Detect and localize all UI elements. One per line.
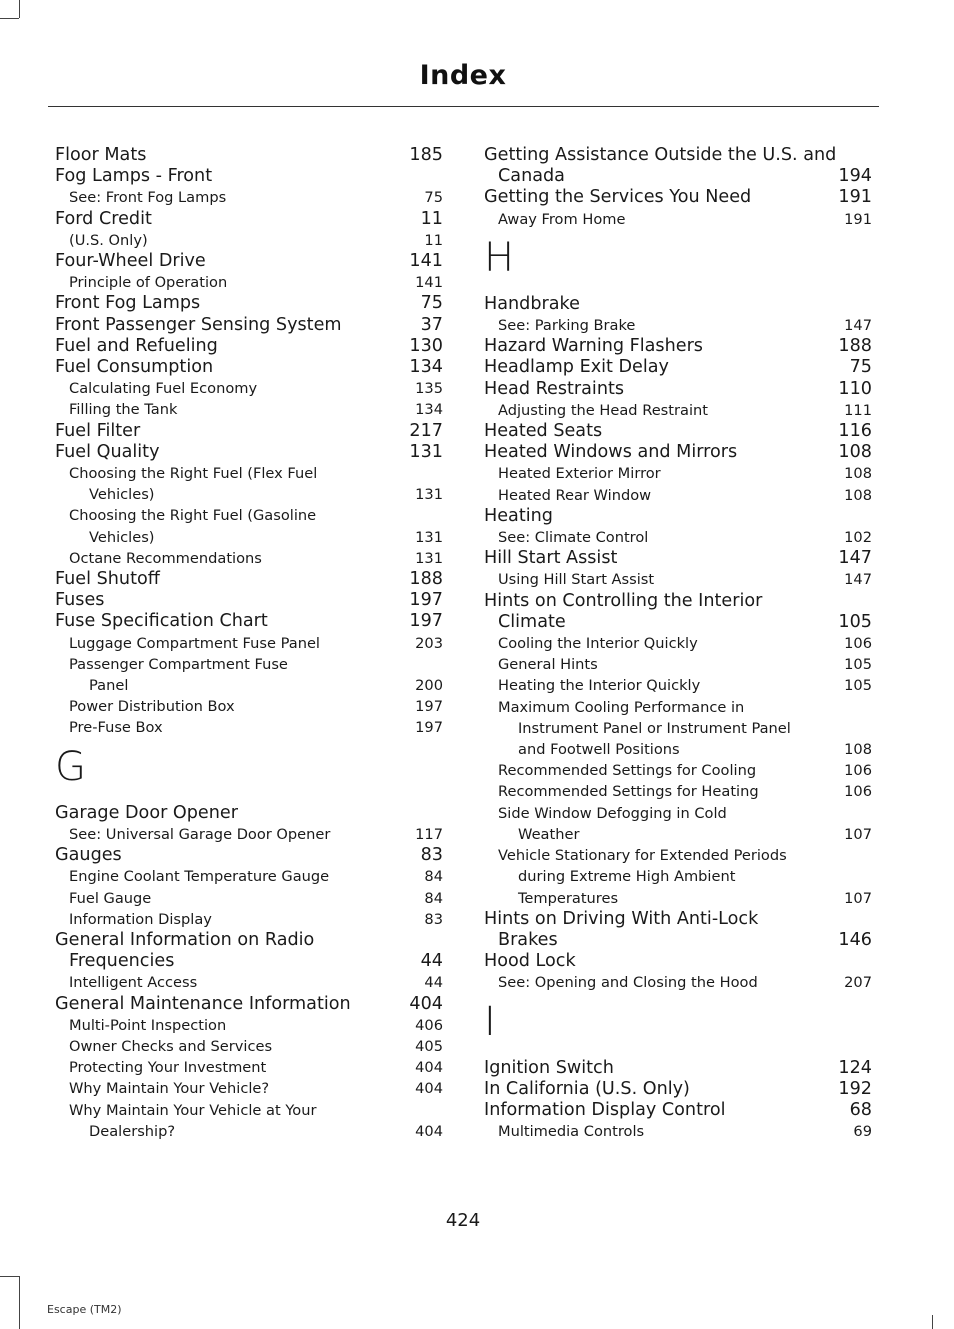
index-entry-page: 406 bbox=[415, 1016, 443, 1034]
index-entry-text: Vehicles) bbox=[89, 528, 155, 546]
index-entry-text: Fuel Gauge bbox=[69, 889, 152, 907]
index-entry[interactable] bbox=[484, 485, 872, 506]
index-entry-page: 44 bbox=[420, 951, 443, 972]
index-entry-text: Instrument Panel or Instrument Panel bbox=[518, 719, 791, 737]
index-entry-page: 75 bbox=[420, 293, 443, 314]
index-entry-text: Getting Assistance Outside the U.S. and bbox=[484, 145, 837, 165]
section-letter: H bbox=[484, 234, 515, 281]
index-entry-page: 44 bbox=[424, 974, 443, 992]
index-entry-text: General Maintenance Information bbox=[55, 993, 351, 1014]
index-entry-page: 111 bbox=[844, 401, 872, 419]
index-entry-text: Fuel and Refueling bbox=[55, 335, 218, 356]
index-entry[interactable] bbox=[55, 1057, 443, 1078]
index-entry-text: Vehicle Stationary for Extended Periods bbox=[498, 847, 787, 865]
index-entry-text: Getting the Services You Need bbox=[484, 187, 752, 208]
index-entry[interactable] bbox=[484, 442, 872, 463]
index-entry-page: 131 bbox=[415, 486, 443, 504]
index-entry[interactable] bbox=[484, 336, 872, 357]
index-entry-text: Heated Seats bbox=[484, 421, 603, 442]
index-entry-page: 192 bbox=[838, 1078, 872, 1099]
index-entry-page: 107 bbox=[844, 825, 872, 843]
index-entry[interactable] bbox=[55, 866, 443, 887]
index-entry[interactable] bbox=[484, 803, 872, 824]
index-entry-page: 68 bbox=[849, 1099, 872, 1120]
crop-mark bbox=[932, 1315, 933, 1329]
index-entry-text: Heated Rear Window bbox=[498, 486, 652, 504]
index-entry-text: Maximum Cooling Performance in bbox=[498, 698, 745, 716]
index-entry[interactable] bbox=[484, 209, 872, 230]
index-entry-page: 107 bbox=[844, 889, 872, 907]
index-entry[interactable] bbox=[484, 760, 872, 781]
index-entry[interactable] bbox=[55, 209, 443, 230]
index-entry-page: 191 bbox=[838, 187, 872, 208]
index-entry-page: 117 bbox=[415, 825, 443, 843]
index-entry-text: Hazard Warning Flashers bbox=[484, 336, 703, 357]
index-entry-text: Handbrake bbox=[484, 293, 580, 314]
index-entry[interactable] bbox=[55, 1015, 443, 1036]
footer-text: Escape (TM2) bbox=[47, 1303, 122, 1316]
index-entry-text: Canada bbox=[498, 166, 565, 187]
index-entry-text: Hints on Driving With Anti-Lock bbox=[484, 908, 759, 929]
index-entry-text: Recommended Settings for Heating bbox=[498, 783, 759, 801]
index-entry-text: Brakes bbox=[498, 929, 558, 950]
index-entry-text: Multimedia Controls bbox=[498, 1123, 645, 1141]
index-entry[interactable] bbox=[484, 1058, 872, 1079]
index-entry[interactable] bbox=[484, 824, 872, 845]
index-entry[interactable] bbox=[484, 739, 872, 760]
index-entry-page: 105 bbox=[844, 677, 872, 695]
index-entry-page: 102 bbox=[844, 529, 872, 547]
page-number: 424 bbox=[445, 1210, 481, 1231]
index-entry-text: Frequencies bbox=[69, 951, 175, 972]
index-entry-text: Fuel Filter bbox=[55, 420, 141, 441]
index-entry-text: Filling the Tank bbox=[69, 401, 178, 419]
index-entry[interactable] bbox=[55, 717, 443, 738]
index-column-left bbox=[55, 145, 443, 1142]
index-entry[interactable] bbox=[484, 463, 872, 484]
index-entry-text: Dealership? bbox=[89, 1122, 176, 1140]
index-entry-page: 404 bbox=[409, 993, 443, 1014]
index-entry-text: Why Maintain Your Vehicle? bbox=[69, 1080, 270, 1098]
index-entry-page: 108 bbox=[844, 486, 872, 504]
index-entry-page: 404 bbox=[415, 1059, 443, 1077]
index-entry-page: 197 bbox=[409, 590, 443, 611]
index-entry-page: 147 bbox=[844, 317, 872, 335]
index-entry[interactable] bbox=[484, 888, 872, 909]
index-entry-page: 105 bbox=[838, 611, 872, 632]
index-entry-page: 124 bbox=[838, 1057, 872, 1078]
index-entry-text: Pre-Fuse Box bbox=[69, 719, 163, 737]
index-entry-text: Fog Lamps - Front bbox=[55, 166, 213, 187]
index-entry[interactable] bbox=[55, 145, 443, 166]
index-entry-page: 197 bbox=[415, 698, 443, 716]
index-entry[interactable] bbox=[484, 951, 872, 972]
index-entry[interactable] bbox=[55, 378, 443, 399]
index-entry[interactable] bbox=[484, 697, 872, 718]
index-entry[interactable] bbox=[55, 654, 443, 675]
index-entry-text: Why Maintain Your Vehicle at Your bbox=[69, 1101, 317, 1119]
index-entry[interactable] bbox=[484, 294, 872, 315]
index-entry[interactable] bbox=[55, 696, 443, 717]
index-entry-text: Weather bbox=[518, 825, 580, 843]
index-entry-text: Front Passenger Sensing System bbox=[55, 314, 342, 335]
index-entry-page: 75 bbox=[849, 357, 872, 378]
index-entry[interactable] bbox=[55, 527, 443, 548]
index-entry-text: Owner Checks and Services bbox=[69, 1037, 273, 1055]
index-entry-page: 141 bbox=[409, 251, 443, 272]
index-entry[interactable] bbox=[484, 718, 872, 739]
index-entry-text: See: Climate Control bbox=[498, 529, 649, 547]
index-entry-page: 131 bbox=[409, 441, 443, 462]
index-entry-text: Away From Home bbox=[498, 210, 626, 228]
index-entry-text: See: Universal Garage Door Opener bbox=[69, 825, 331, 843]
index-entry-text: See: Front Fog Lamps bbox=[69, 189, 227, 207]
index-entry[interactable] bbox=[484, 909, 872, 930]
index-entry-page: 130 bbox=[409, 335, 443, 356]
index-entry-page: 108 bbox=[844, 465, 872, 483]
index-entry-text: Luggage Compartment Fuse Panel bbox=[69, 634, 320, 652]
index-entry-page: 185 bbox=[409, 145, 443, 165]
index-entry-page: 404 bbox=[415, 1122, 443, 1140]
index-entry-text: Floor Mats bbox=[55, 145, 147, 165]
index-entry-page: 203 bbox=[415, 634, 443, 652]
index-entry-page: 135 bbox=[415, 380, 443, 398]
index-entry[interactable] bbox=[55, 590, 443, 611]
index-entry-page: 141 bbox=[415, 274, 443, 292]
index-entry-text: Side Window Defogging in Cold bbox=[498, 804, 727, 822]
index-entry[interactable] bbox=[55, 972, 443, 993]
index-entry-page: 106 bbox=[844, 635, 872, 653]
index-entry-text: Choosing the Right Fuel (Gasoline bbox=[69, 507, 317, 525]
index-entry[interactable] bbox=[55, 930, 443, 951]
index-entry-text: Ford Credit bbox=[55, 208, 152, 229]
index-entry-page: 207 bbox=[844, 974, 872, 992]
index-entry-text: Cooling the Interior Quickly bbox=[498, 635, 698, 653]
index-entry-page: 134 bbox=[409, 357, 443, 378]
index-entry[interactable] bbox=[484, 781, 872, 802]
index-entry[interactable] bbox=[484, 315, 872, 336]
index-entry-page: 110 bbox=[838, 378, 872, 399]
index-entry-text: Fuse Specification Chart bbox=[55, 611, 268, 632]
index-entry-text: Heating the Interior Quickly bbox=[498, 677, 701, 695]
index-entry[interactable] bbox=[55, 399, 443, 420]
index-entry-page: 108 bbox=[844, 741, 872, 759]
index-entry-text: Engine Coolant Temperature Gauge bbox=[69, 868, 330, 886]
index-entry-text: General Information on Radio bbox=[55, 929, 315, 950]
index-entry-text: Fuel Quality bbox=[55, 441, 160, 462]
index-entry[interactable] bbox=[55, 230, 443, 251]
index-entry-text: Fuses bbox=[55, 590, 105, 611]
index-entry-page: 217 bbox=[409, 420, 443, 441]
index-entry-text: Garage Door Opener bbox=[55, 802, 238, 823]
index-entry-page: 69 bbox=[853, 1123, 872, 1141]
index-entry-text: during Extreme High Ambient bbox=[518, 868, 736, 886]
index-entry[interactable] bbox=[55, 803, 443, 824]
index-entry-text: Climate bbox=[498, 611, 566, 632]
index-entry-text: Gauges bbox=[55, 845, 122, 866]
index-entry-page: 106 bbox=[844, 783, 872, 801]
crop-mark bbox=[0, 18, 19, 19]
index-entry[interactable] bbox=[55, 315, 443, 336]
section-letter: G bbox=[55, 743, 86, 790]
index-entry-text: In California (U.S. Only) bbox=[484, 1078, 690, 1099]
index-entry[interactable] bbox=[484, 421, 872, 442]
index-entry-text: Vehicles) bbox=[89, 486, 155, 504]
index-entry-text: Panel bbox=[89, 677, 129, 695]
index-entry[interactable] bbox=[484, 527, 872, 548]
index-entry-page: 116 bbox=[838, 421, 872, 442]
index-entry-text: Using Hill Start Assist bbox=[498, 571, 655, 589]
index-entry-text: Head Restraints bbox=[484, 378, 625, 399]
index-entry-text: Octane Recommendations bbox=[69, 549, 262, 567]
index-entry[interactable] bbox=[484, 506, 872, 527]
index-entry[interactable] bbox=[55, 994, 443, 1015]
index-entry-page: 146 bbox=[838, 929, 872, 950]
index-entry-text: See: Opening and Closing the Hood bbox=[498, 974, 758, 992]
index-entry-text: Protecting Your Investment bbox=[69, 1059, 267, 1077]
page-title: Index bbox=[419, 60, 507, 91]
index-entry[interactable] bbox=[55, 1078, 443, 1099]
index-entry[interactable] bbox=[55, 484, 443, 505]
index-entry[interactable] bbox=[55, 357, 443, 378]
index-entry-page: 11 bbox=[424, 231, 443, 249]
index-entry[interactable] bbox=[55, 633, 443, 654]
index-entry[interactable] bbox=[484, 930, 872, 951]
index-entry[interactable] bbox=[484, 675, 872, 696]
index-entry[interactable] bbox=[55, 421, 443, 442]
index-entry-text: and Footwell Positions bbox=[518, 741, 680, 759]
index-entry[interactable] bbox=[55, 442, 443, 463]
index-entry-text: Hill Start Assist bbox=[484, 548, 618, 569]
index-entry-text: Choosing the Right Fuel (Flex Fuel bbox=[69, 465, 318, 483]
index-entry-page: 75 bbox=[424, 189, 443, 207]
index-entry[interactable] bbox=[484, 548, 872, 569]
section-letter: I bbox=[484, 998, 496, 1045]
index-entry-page: 131 bbox=[415, 528, 443, 546]
index-entry[interactable] bbox=[484, 654, 872, 675]
index-entry[interactable] bbox=[55, 824, 443, 845]
index-entry[interactable] bbox=[55, 675, 443, 696]
index-entry[interactable] bbox=[55, 548, 443, 569]
index-entry[interactable] bbox=[484, 400, 872, 421]
index-entry-text: Information Display Control bbox=[484, 1099, 726, 1120]
index-entry-page: 197 bbox=[415, 719, 443, 737]
index-entry-text: Recommended Settings for Cooling bbox=[498, 762, 757, 780]
index-entry[interactable] bbox=[55, 1036, 443, 1057]
index-entry-text: Passenger Compartment Fuse bbox=[69, 655, 288, 673]
index-entry[interactable] bbox=[484, 866, 872, 887]
index-entry[interactable] bbox=[55, 293, 443, 314]
index-entry[interactable] bbox=[55, 909, 443, 930]
index-entry[interactable] bbox=[55, 272, 443, 293]
index-entry[interactable] bbox=[484, 1100, 872, 1121]
index-entry[interactable] bbox=[55, 187, 443, 208]
index-entry[interactable] bbox=[55, 569, 443, 590]
index-entry-text: Hood Lock bbox=[484, 951, 576, 972]
index-entry[interactable] bbox=[484, 1079, 872, 1100]
index-entry-text: Headlamp Exit Delay bbox=[484, 357, 669, 378]
index-entry[interactable] bbox=[55, 951, 443, 972]
index-entry[interactable] bbox=[484, 145, 872, 166]
index-entry[interactable] bbox=[484, 633, 872, 654]
index-entry-text: See: Parking Brake bbox=[498, 317, 636, 335]
index-entry[interactable] bbox=[484, 187, 872, 208]
index-entry[interactable] bbox=[55, 1100, 443, 1121]
index-entry-text: Multi-Point Inspection bbox=[69, 1016, 227, 1034]
index-entry-text: Calculating Fuel Economy bbox=[69, 380, 258, 398]
index-entry-page: 84 bbox=[424, 868, 443, 886]
index-entry-text: Principle of Operation bbox=[69, 274, 228, 292]
index-entry-page: 37 bbox=[420, 314, 443, 335]
index-entry[interactable] bbox=[484, 1121, 872, 1142]
index-entry-page: 134 bbox=[415, 401, 443, 419]
index-entry-text: Heating bbox=[484, 505, 553, 526]
index-entry-page: 191 bbox=[844, 210, 872, 228]
index-entry-text: Ignition Switch bbox=[484, 1057, 614, 1078]
index-entry-page: 147 bbox=[838, 548, 872, 569]
index-entry[interactable] bbox=[55, 611, 443, 632]
index-entry-text: Hints on Controlling the Interior bbox=[484, 590, 763, 611]
index-entry-page: 11 bbox=[420, 208, 443, 229]
index-entry[interactable] bbox=[484, 569, 872, 590]
index-entry-page: 105 bbox=[844, 656, 872, 674]
index-entry-text: Power Distribution Box bbox=[69, 698, 235, 716]
index-entry-text: Temperatures bbox=[518, 889, 619, 907]
index-entry[interactable] bbox=[55, 1121, 443, 1142]
index-entry[interactable] bbox=[55, 336, 443, 357]
index-entry[interactable] bbox=[55, 505, 443, 526]
index-entry-text: Front Fog Lamps bbox=[55, 293, 201, 314]
index-entry[interactable] bbox=[484, 379, 872, 400]
index-entry[interactable] bbox=[55, 463, 443, 484]
index-entry-text: Fuel Consumption bbox=[55, 357, 214, 378]
index-entry[interactable] bbox=[484, 357, 872, 378]
crop-mark bbox=[19, 0, 20, 18]
index-entry[interactable] bbox=[484, 166, 872, 187]
index-entry-page: 197 bbox=[409, 611, 443, 632]
index-entry[interactable] bbox=[484, 591, 872, 612]
crop-mark bbox=[19, 1276, 20, 1329]
index-column-right bbox=[484, 145, 872, 1142]
index-entry[interactable] bbox=[484, 845, 872, 866]
index-entry-page: 83 bbox=[420, 845, 443, 866]
index-entry-text: Heated Windows and Mirrors bbox=[484, 442, 738, 463]
index-entry-page: 200 bbox=[415, 677, 443, 695]
index-entry[interactable] bbox=[55, 888, 443, 909]
index-entry-page: 194 bbox=[838, 166, 872, 187]
index-entry[interactable] bbox=[55, 166, 443, 187]
index-entry-page: 108 bbox=[838, 442, 872, 463]
index-entry-text: Fuel Shutoff bbox=[55, 569, 160, 590]
index-entry-page: 147 bbox=[844, 571, 872, 589]
index-entry-page: 405 bbox=[415, 1037, 443, 1055]
index-entry-text: Heated Exterior Mirror bbox=[498, 465, 661, 483]
index-entry-text: (U.S. Only) bbox=[69, 231, 148, 249]
index-entry-text: Adjusting the Head Restraint bbox=[498, 401, 708, 419]
index-entry-text: Intelligent Access bbox=[69, 974, 198, 992]
index-entry-page: 404 bbox=[415, 1080, 443, 1098]
index-entry-text: Information Display bbox=[69, 910, 212, 928]
index-entry[interactable] bbox=[55, 845, 443, 866]
crop-mark bbox=[0, 1276, 19, 1277]
title-rule bbox=[48, 106, 879, 107]
index-entry-page: 131 bbox=[415, 549, 443, 567]
index-entry-page: 188 bbox=[409, 569, 443, 590]
index-entry-text: General Hints bbox=[498, 656, 598, 674]
index-entry[interactable] bbox=[55, 251, 443, 272]
index-entry-page: 83 bbox=[424, 910, 443, 928]
index-entry[interactable] bbox=[484, 972, 872, 993]
index-entry-page: 188 bbox=[838, 336, 872, 357]
index-entry-text: Four-Wheel Drive bbox=[55, 251, 206, 272]
index-entry-page: 84 bbox=[424, 889, 443, 907]
index-entry-page: 106 bbox=[844, 762, 872, 780]
index-entry[interactable] bbox=[484, 612, 872, 633]
